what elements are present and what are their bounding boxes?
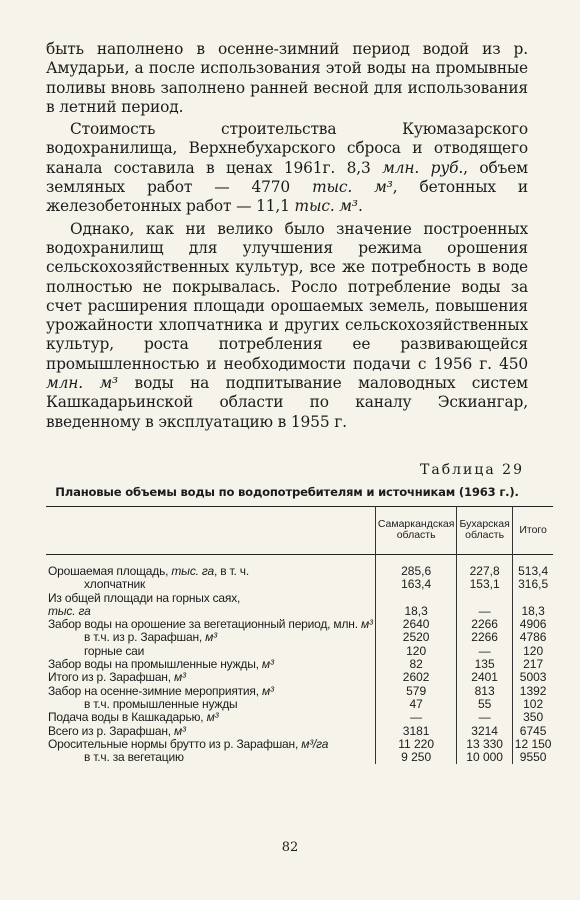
- row-label: [46, 671, 375, 684]
- cell-total: 513,4: [512, 565, 553, 578]
- cell-bukhara: 10 000: [457, 751, 512, 764]
- table-row: [46, 738, 553, 751]
- table-row: [46, 658, 553, 671]
- text-segment: Забор на осенне-зимние мероприятия,: [48, 683, 262, 698]
- table-row: [46, 698, 553, 711]
- text-segment: Всего из р. Зарафшан,: [48, 723, 175, 738]
- row-label: [46, 618, 375, 631]
- text-segment: Из общей площади на горных саях,: [48, 590, 241, 605]
- row-label: [46, 711, 375, 724]
- italic-unit: млн. руб.: [382, 158, 464, 177]
- cell-samarkand: 2602: [375, 671, 457, 684]
- italic-unit: м³/га: [301, 736, 329, 751]
- text-segment: Забор воды на промышленные нужды,: [48, 657, 262, 672]
- cell-total: 350: [512, 711, 553, 724]
- header-total: Итого: [512, 506, 553, 554]
- cell-bukhara: 13 330: [457, 738, 512, 751]
- cell-bukhara: 813: [457, 685, 512, 698]
- row-label: [46, 658, 375, 671]
- row-label: [46, 698, 375, 711]
- body-paragraph: [46, 220, 528, 432]
- text-segment: Орошаемая площадь,: [48, 563, 172, 578]
- header-bukhara: Бухарская область: [457, 506, 512, 554]
- text-segment: хлопчатник: [84, 577, 146, 592]
- table-row: [46, 645, 553, 658]
- cell-total: 9550: [512, 751, 553, 764]
- row-label: [46, 725, 375, 738]
- text-segment: Оросительные нормы брутто из р. Зарафшан,: [48, 736, 302, 751]
- text-body: [46, 40, 528, 432]
- cell-samarkand: 82: [375, 658, 457, 671]
- cell-total: 120: [512, 645, 553, 658]
- italic-unit: м³: [205, 630, 217, 645]
- italic-unit: м³: [174, 670, 186, 685]
- cell-total: 102: [512, 698, 553, 711]
- cell-total: 6745: [512, 725, 553, 738]
- table-title: Плановые объемы воды по водопотребителям и источникам (1963 г.).: [55, 484, 519, 499]
- text-segment: Стоимость строительства Куюмазарского водохранилища, Верхнебухарского сброса и отводящего канала составила в ценах 1961г. 8,3: [46, 120, 528, 177]
- water-volume-table: [46, 506, 553, 764]
- cell-samarkand: [375, 592, 457, 605]
- text-segment: в т.ч. из р. Зарафшан,: [84, 630, 206, 645]
- cell-samarkand: 120: [375, 645, 457, 658]
- italic-unit: тыс. га: [48, 603, 91, 618]
- cell-bukhara: —: [457, 605, 512, 618]
- table-row: [46, 578, 553, 591]
- text-segment: Подача воды в Кашкадарью,: [48, 710, 207, 725]
- row-label: [46, 685, 375, 698]
- text-segment: .: [357, 197, 363, 216]
- cell-total: 12 150: [512, 738, 553, 751]
- italic-unit: м³: [262, 683, 274, 698]
- page-content: [46, 40, 552, 765]
- italic-unit: млн. м³: [46, 374, 119, 393]
- cell-total: 5003: [512, 671, 553, 684]
- row-label: [46, 738, 375, 751]
- table-header-row: [46, 506, 553, 554]
- cell-bukhara: 153,1: [457, 578, 512, 591]
- cell-bukhara: —: [457, 645, 512, 658]
- text-segment: горные саи: [84, 643, 145, 658]
- cell-samarkand: 285,6: [375, 565, 457, 578]
- cell-samarkand: —: [375, 711, 457, 724]
- cell-bukhara: 2266: [457, 631, 512, 644]
- text-segment: Итого из р. Зарафшан,: [48, 670, 175, 685]
- table-number: Таблица 29: [420, 461, 524, 478]
- header-samarkand: Самаркандская область: [375, 506, 457, 554]
- cell-bukhara: —: [457, 711, 512, 724]
- italic-unit: м³: [261, 657, 274, 672]
- text-segment: воды на подпитывание маловодных систем Кашкадарьинской области по каналу Эскиангар, введенному в эксплуатацию в 1955 г.: [46, 374, 528, 431]
- text-segment: в т.ч. за вегетацию: [84, 750, 184, 765]
- cell-bukhara: 55: [457, 698, 512, 711]
- cell-bukhara: 2266: [457, 618, 512, 631]
- table-body: [46, 554, 553, 764]
- table-row: [46, 671, 553, 684]
- row-label: [46, 631, 375, 644]
- cell-total: 316,5: [512, 578, 553, 591]
- text-segment: , бетонных и железобетонных работ — 11,1: [46, 178, 528, 216]
- cell-samarkand: 3181: [375, 725, 457, 738]
- italic-unit: тыс. га: [171, 563, 214, 578]
- page-number: 82: [281, 840, 299, 855]
- header-label-column: [46, 506, 375, 554]
- italic-unit: м³: [206, 710, 219, 725]
- cell-samarkand: 47: [375, 698, 457, 711]
- text-segment: , в т. ч.: [213, 563, 249, 578]
- italic-unit: м³: [174, 723, 186, 738]
- cell-samarkand: 579: [375, 685, 457, 698]
- row-label: [46, 578, 375, 591]
- cell-bukhara: [457, 592, 512, 605]
- table-row: [46, 711, 553, 724]
- text-segment: , объем земляных работ — 4770: [46, 158, 529, 197]
- table-row: [46, 631, 553, 644]
- text-segment: в т.ч. промышленные нужды: [84, 696, 238, 711]
- italic-unit: тыс. м³: [312, 178, 393, 197]
- cell-total: [512, 592, 553, 605]
- cell-samarkand: 11 220: [375, 738, 457, 751]
- table-row: [46, 685, 553, 698]
- cell-bukhara: 227,8: [457, 565, 512, 578]
- table-row: [46, 618, 553, 631]
- text-segment: быть наполнено в осенне-зимний период водой из р. Амударьи, а после использования этой воды на промывные поливы вновь заполнено ранней весной для использования в летний период.: [46, 40, 528, 116]
- cell-samarkand: 163,4: [375, 578, 457, 591]
- cell-samarkand: 2520: [375, 631, 457, 644]
- row-label: [46, 751, 375, 764]
- cell-total: 4786: [512, 631, 553, 644]
- table-row: [46, 605, 553, 618]
- cell-bukhara: 3214: [457, 725, 512, 738]
- table-row: [46, 725, 553, 738]
- cell-bukhara: 2401: [457, 671, 512, 684]
- cell-bukhara: 135: [457, 658, 512, 671]
- body-paragraph: [46, 120, 528, 216]
- cell-total: 1392: [512, 685, 553, 698]
- cell-samarkand: 9 250: [375, 751, 457, 764]
- cell-total: 217: [512, 658, 553, 671]
- table-row: [46, 565, 553, 578]
- row-label: [46, 592, 375, 605]
- row-label: [46, 565, 375, 578]
- cell-total: 4906: [512, 618, 553, 631]
- cell-total: 18,3: [512, 605, 553, 618]
- cell-samarkand: 2640: [375, 618, 457, 631]
- italic-unit: м³: [360, 617, 373, 632]
- table-row: [46, 751, 553, 764]
- table-row: [46, 592, 553, 605]
- text-segment: Однако, как ни велико было значение построенных водохранилищ для улучшения режима орошения сельскохозяйственных культур, все же потребность в воде полностью не покрывалась. Росло потребление воды за счет расширения площади орошаемых земель, повышения урожайности хлопчатника и других сельскохозяйственных культур, роста потребления ее развивающейся промышленностью и необходимости подачи с 1956 г. 450: [46, 219, 528, 373]
- row-label: [46, 605, 375, 618]
- cell-samarkand: 18,3: [375, 605, 457, 618]
- text-segment: Забор воды на орошение за вегетационный период, млн.: [48, 617, 361, 632]
- body-paragraph: [46, 40, 528, 117]
- italic-unit: тыс. м³: [294, 197, 358, 216]
- row-label: [46, 645, 375, 658]
